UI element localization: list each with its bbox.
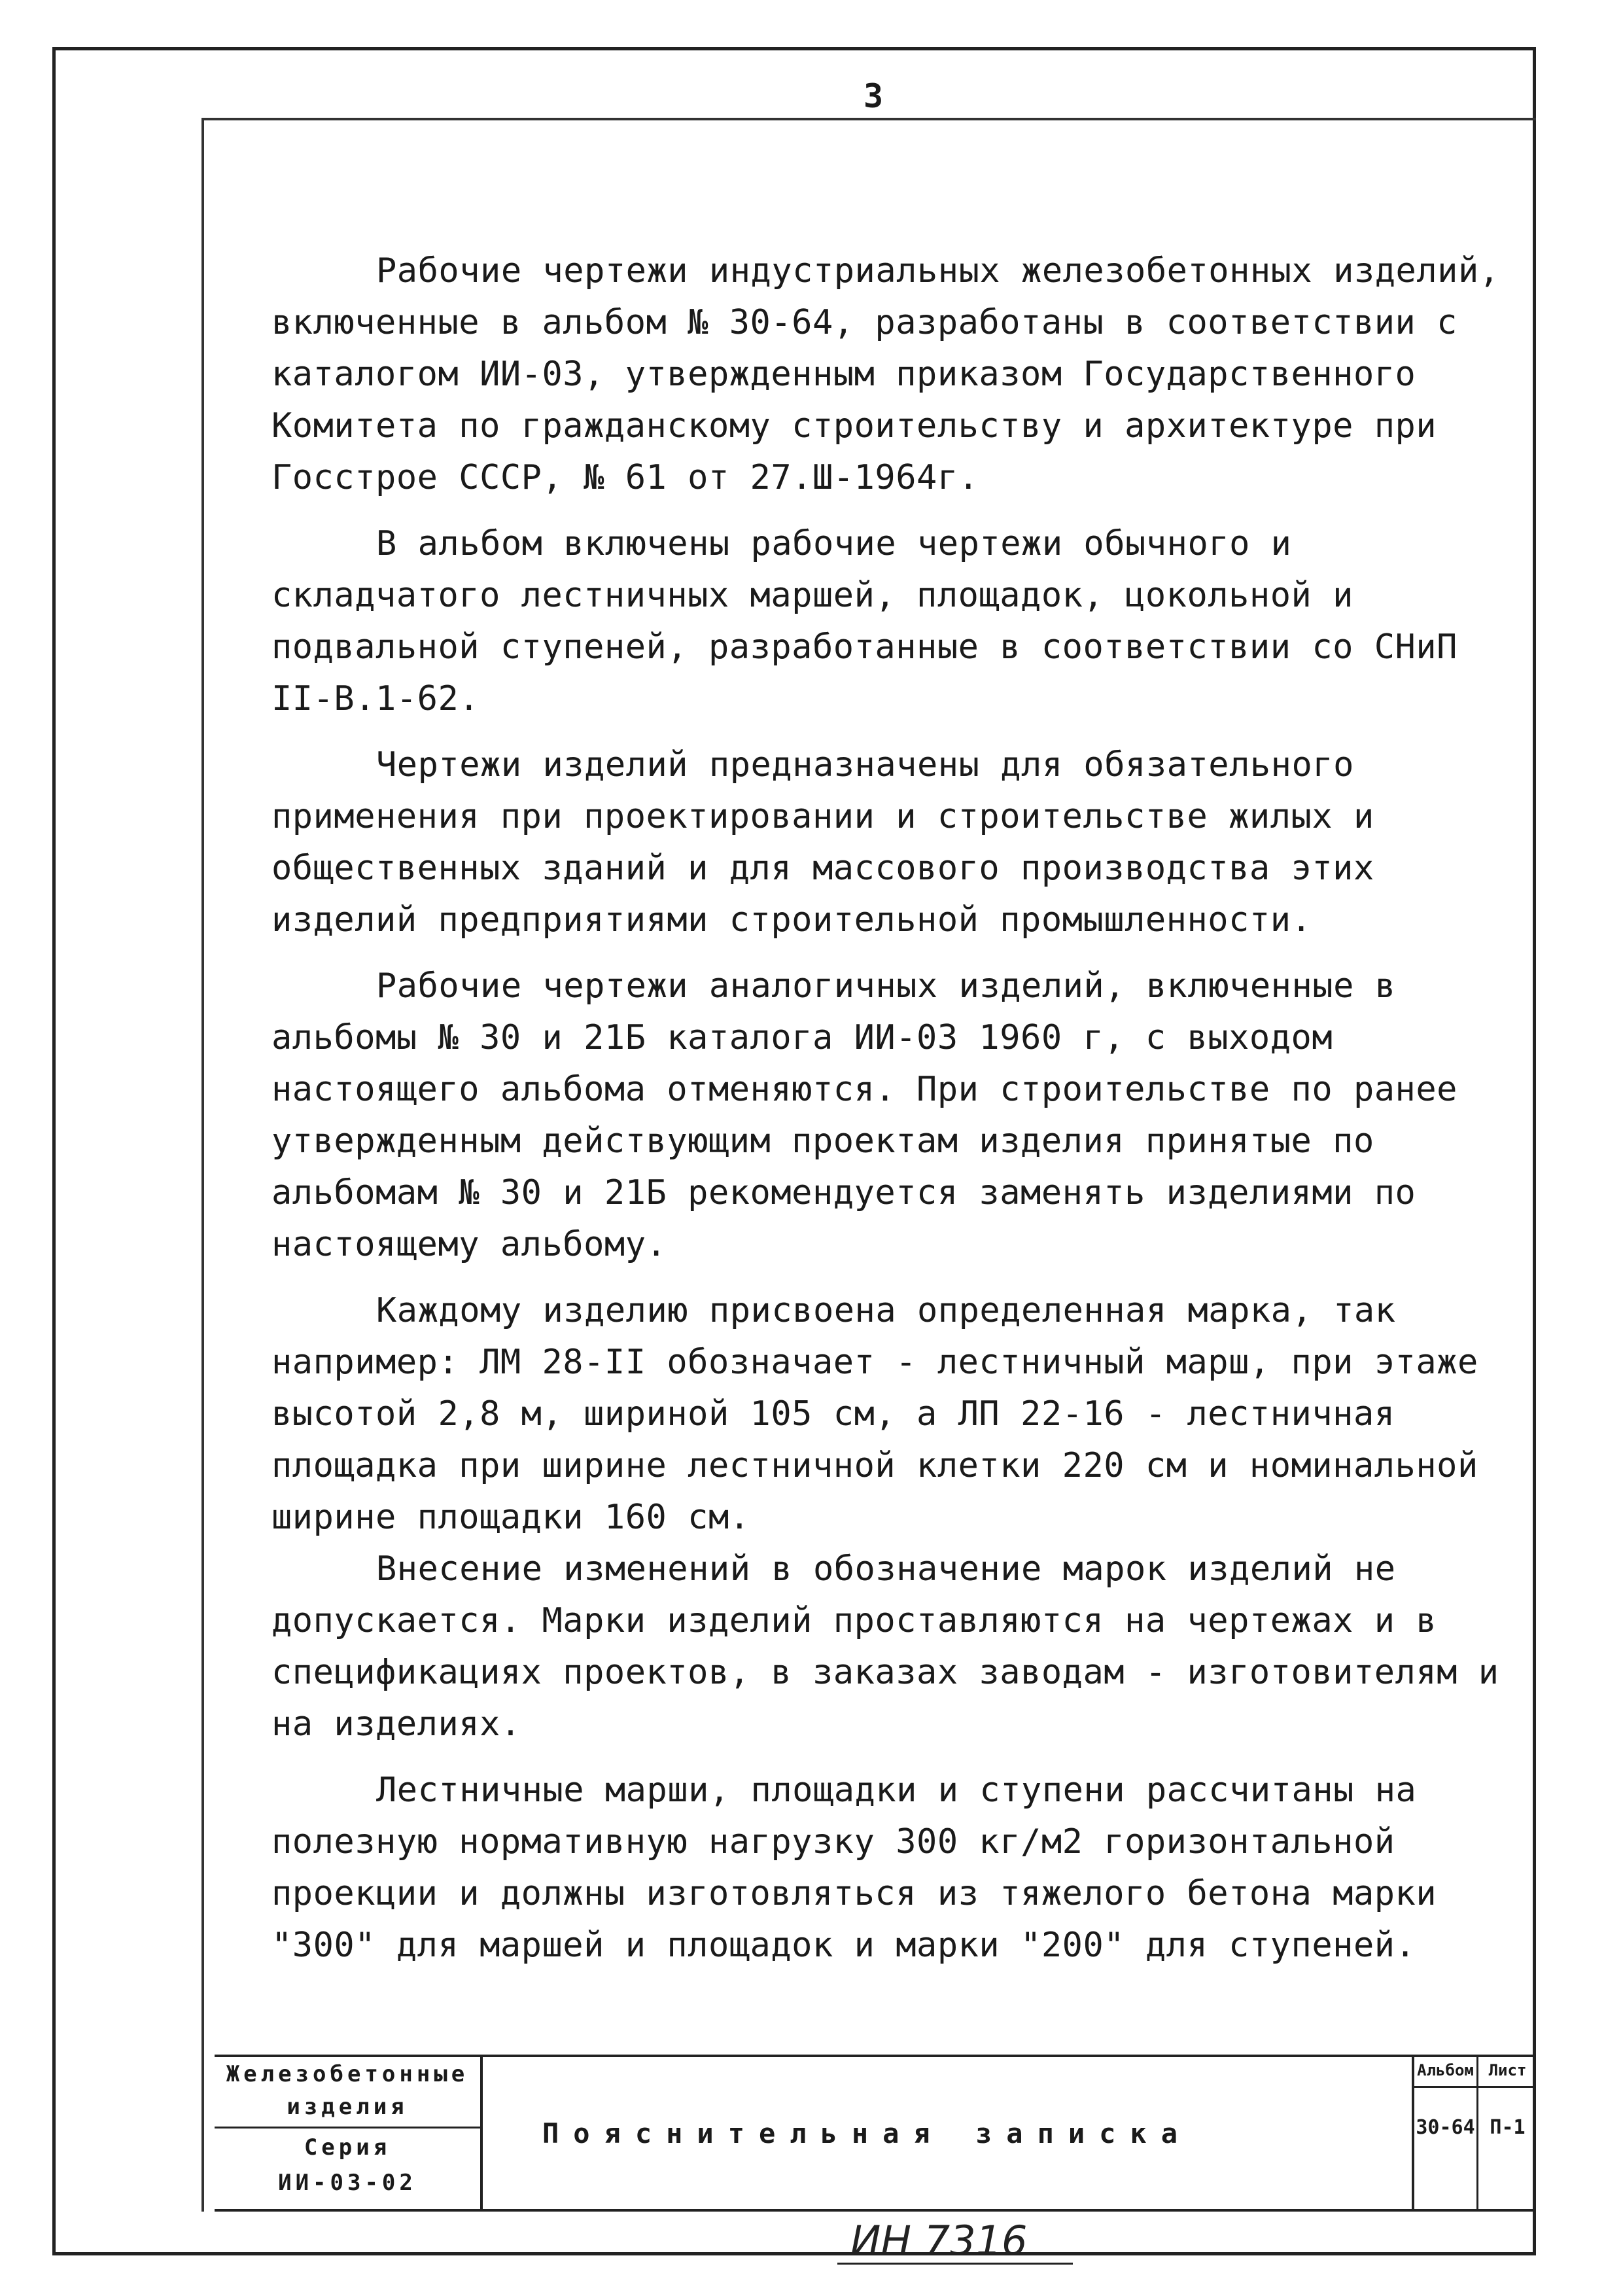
- paragraph: Лестничные марши, площадки и ступени рассчитаны на полезную нормативную нагрузку 300 кг/м2 горизонтальной проекции и должны изготовляться из тяжелого бетона марки "300" для маршей и площадок и марки "200" для ступеней.: [271, 1771, 1437, 1965]
- series-line: ИИ-03-02: [278, 2170, 417, 2196]
- document-title: Пояснительная записка: [542, 2117, 1192, 2149]
- series-line: Железобетонные: [226, 2061, 469, 2087]
- paragraph: В альбом включены рабочие чертежи обычного и складчатого лестничных маршей, площадок, цокольной и подвальной ступеней, разработанные в соответствии со СНиП II-В.1-62.: [271, 524, 1457, 718]
- inventory-underline: [837, 2263, 1073, 2265]
- page-number: 3: [864, 77, 884, 115]
- divider: [215, 2127, 480, 2128]
- series-line: изделия: [287, 2094, 408, 2120]
- paragraph: Чертежи изделий предназначены для обязательного применения при проектировании и строительстве жилых и общественных зданий и для массового производства этих изделий предприятиями строительной промышленности.: [271, 745, 1374, 940]
- album-sheet-cell: [1412, 2057, 1536, 2209]
- sheet-number: П-1: [1490, 2116, 1526, 2139]
- album-label: Альбом: [1417, 2061, 1474, 2079]
- album-number: 30-64: [1416, 2116, 1475, 2139]
- paragraph: Каждому изделию присвоена определенная марка, так например: ЛМ 28-II обозначает - лестничный марш, при этаже высотой 2,8 м, шириной 105 см, а ЛП 22-16 - лестничная площадка при ширине лестничной клетки 220 см и номинальной ширине площадки 160 см.: [271, 1291, 1478, 1537]
- divider: [1414, 2086, 1536, 2088]
- paragraph: Рабочие чертежи аналогичных изделий, включенные в альбомы № 30 и 21Б каталога ИИ-03 1960 г, с выходом настоящего альбома отменяются. При строительстве по ранее утвержденным действующим проектам изделия принятые по альбомам № 30 и 21Б рекомендуется заменять изделиями по настоящему альбому.: [271, 966, 1457, 1264]
- series-line: Серия: [304, 2134, 391, 2161]
- paragraph: Рабочие чертежи индустриальных железобетонных изделий, включенные в альбом № 30-64, разработаны в соответствии с каталогом ИИ-03, утвержденным приказом Государственного Комитета по гражданскому строительству и архитектуре при Госстрое СССР, № 61 от 27.Ш-1964г.: [271, 251, 1500, 497]
- inventory-number: ИН 7316: [850, 2217, 1028, 2265]
- series-cell: [215, 2057, 483, 2209]
- sheet-label: Лист: [1488, 2061, 1527, 2079]
- explanatory-note-body: [271, 245, 1514, 1986]
- paragraph: Внесение изменений в обозначение марок изделий не допускается. Марки изделий проставляются на чертежах и в спецификациях проектов, в заказах заводам - изготовителям и на изделиях.: [271, 1549, 1499, 1744]
- drawing-title-block: [215, 2055, 1536, 2212]
